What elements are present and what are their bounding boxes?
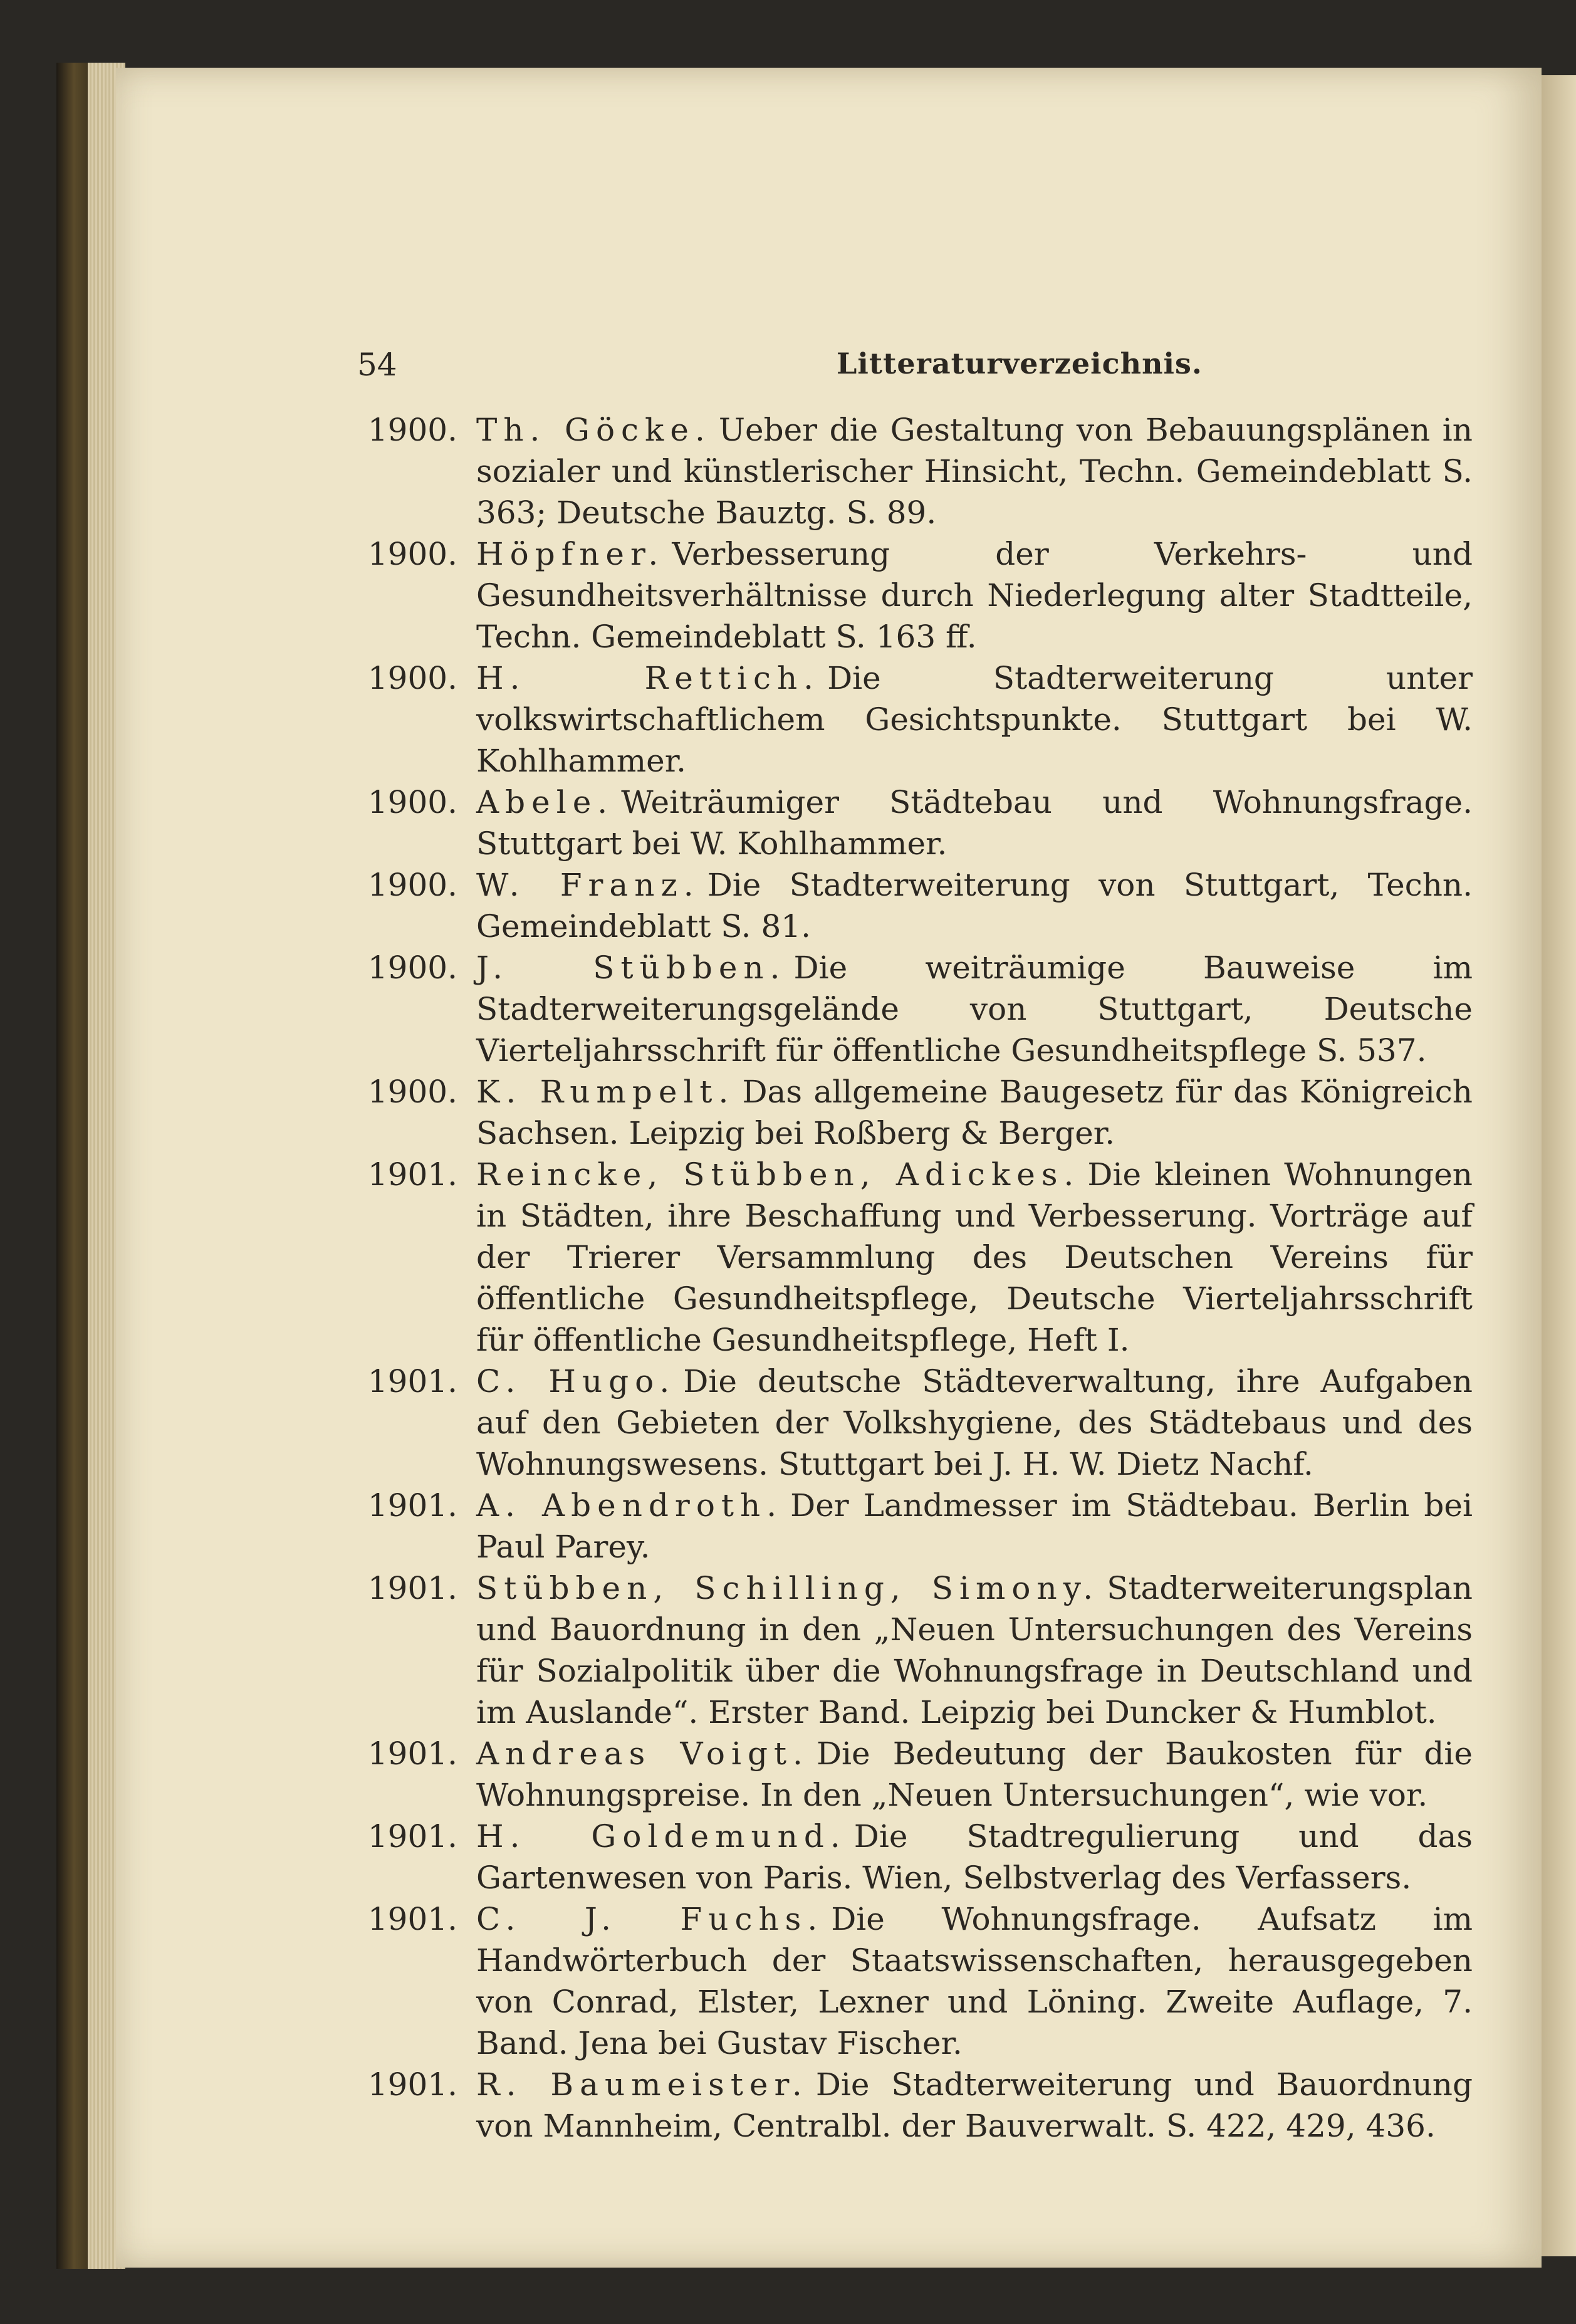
entry-text: Weiträumiger Städtebau und Wohnungsfrage. Stuttgart bei W. Kohlhammer. <box>476 784 1473 862</box>
bibliography-entry <box>357 1816 1473 1898</box>
bibliography-entry <box>357 409 1473 533</box>
bibliography-list <box>357 409 1473 2147</box>
entry-text: Die Stadtregulierung und das Gartenwesen von Paris. Wien, Selbstverlag des Verfassers. <box>476 1818 1473 1896</box>
entry-reference <box>476 657 1473 782</box>
entry-year: 1900. <box>367 412 457 448</box>
entry-author: Abele. <box>476 784 614 820</box>
bibliography-entry <box>357 1154 1473 1361</box>
entry-reference <box>476 1816 1473 1898</box>
entry-author: R. Baumeister. <box>476 2066 808 2103</box>
entry-reference <box>476 1898 1473 2064</box>
entry-text: Der Landmesser im Städtebau. Berlin bei Paul Parey. <box>476 1487 1473 1565</box>
entry-author: C. J. Fuchs. <box>476 1901 824 1937</box>
entry-author: W. Franz. <box>476 867 700 903</box>
entry-author: A. Abendroth. <box>476 1487 783 1524</box>
entry-author: Stübben, Schilling, Simony. <box>476 1570 1100 1606</box>
entry-text: Stadterweiterungsplan und Bauordnung in den „Neuen Untersuchungen des Vereins für Sozialpolitik über die Wohnungsfrage in Deutschland und im Auslande“. Erster Band. Leipzig bei Duncker & Humblot. <box>476 1570 1473 1730</box>
entry-year: 1901. <box>367 1363 457 1400</box>
bibliography-entry <box>357 1485 1473 1568</box>
entry-text: Die Bedeutung der Baukosten für die Wohnungspreise. In den „Neuen Untersuchungen“, wie vor. <box>476 1735 1473 1813</box>
entry-year: 1900. <box>367 660 457 696</box>
entry-text: Die weiträumige Bauweise im Stadterweiterungsgelände von Stuttgart, Deutsche Vierteljahrsschrift für öffentliche Gesundheitspflege S. 537. <box>476 950 1473 1069</box>
entry-reference <box>476 1733 1473 1816</box>
entry-reference <box>476 1361 1473 1485</box>
entry-year: 1901. <box>367 1487 457 1524</box>
entry-author: C. Hugo. <box>476 1363 676 1400</box>
entry-reference <box>476 1154 1473 1361</box>
entry-text: Die deutsche Städteverwaltung, ihre Aufgaben auf den Gebieten der Volkshygiene, des Städtebaus und des Wohnungswesens. Stuttgart bei J. H. W. Dietz Nachf. <box>476 1363 1473 1482</box>
entry-year: 1900. <box>367 950 457 986</box>
entry-author: Th. Göcke. <box>476 412 711 448</box>
entry-author: J. Stübben. <box>476 950 786 986</box>
page-header <box>116 347 1542 390</box>
entry-year: 1900. <box>367 1074 457 1110</box>
entry-text: Die Stadterweiterung unter volkswirtschaftlichem Gesichtspunkte. Stuttgart bei W. Kohlhammer. <box>476 660 1473 779</box>
entry-reference <box>476 1485 1473 1568</box>
entry-author: Höpfner. <box>476 536 665 572</box>
entry-author: H. Rettich. <box>476 660 820 696</box>
entry-year: 1900. <box>367 784 457 820</box>
bibliography-entry <box>357 1071 1473 1154</box>
page-number: 54 <box>357 347 397 383</box>
page <box>116 68 1542 2268</box>
entry-reference <box>476 409 1473 533</box>
entry-year: 1900. <box>367 867 457 903</box>
bibliography-entry <box>357 947 1473 1071</box>
entry-reference <box>476 864 1473 947</box>
entry-year: 1901. <box>367 1570 457 1606</box>
entry-year: 1900. <box>367 536 457 572</box>
entry-year: 1901. <box>367 1901 457 1937</box>
entry-reference <box>476 2064 1473 2147</box>
running-title: Litteraturverzeichnis. <box>837 347 1203 380</box>
entry-text: Die kleinen Wohnungen in Städten, ihre Beschaffung und Verbesserung. Vorträge auf der Trierer Versammlung des Deutschen Vereins für öffentliche Gesundheitspflege, Deutsche Vierteljahrsschrift für öffentliche Gesundheitspflege, Heft I. <box>476 1156 1473 1358</box>
entry-reference <box>476 1568 1473 1733</box>
entry-reference <box>476 533 1473 657</box>
entry-author: K. Rumpelt. <box>476 1074 735 1110</box>
entry-author: Reincke, Stübben, Adickes. <box>476 1156 1080 1193</box>
entry-author: Andreas Voigt. <box>476 1735 809 1772</box>
entry-text: Verbesserung der Verkehrs- und Gesundheitsverhältnisse durch Niederlegung alter Stadtteile, Techn. Gemeindeblatt S. 163 ff. <box>476 536 1473 655</box>
bibliography-entry <box>357 1733 1473 1816</box>
entry-author: H. Goldemund. <box>476 1818 847 1855</box>
bibliography-entry <box>357 533 1473 657</box>
entry-text: Die Stadterweiterung von Stuttgart, Techn. Gemeindeblatt S. 81. <box>476 867 1473 945</box>
entry-year: 1901. <box>367 1818 457 1855</box>
bibliography-entry <box>357 1898 1473 2064</box>
bibliography-entry <box>357 864 1473 947</box>
entry-year: 1901. <box>367 1156 457 1193</box>
entry-reference <box>476 782 1473 864</box>
entry-text: Die Stadterweiterung und Bauordnung von Mannheim, Centralbl. der Bauverwalt. S. 422, 429, 436. <box>476 2066 1473 2144</box>
bibliography-entry <box>357 1361 1473 1485</box>
entry-text: Das allgemeine Baugesetz für das Königreich Sachsen. Leipzig bei Roßberg & Berger. <box>476 1074 1473 1151</box>
bibliography-entry <box>357 1568 1473 1733</box>
bibliography-entry <box>357 657 1473 782</box>
entry-reference <box>476 947 1473 1071</box>
entry-year: 1901. <box>367 1735 457 1772</box>
entry-reference <box>476 1071 1473 1154</box>
entry-text: Ueber die Gestaltung von Bebauungsplänen in sozialer und künstlerischer Hinsicht, Techn. Gemeindeblatt S. 363; Deutsche Bauztg. S. 89. <box>476 412 1473 531</box>
entry-year: 1901. <box>367 2066 457 2103</box>
bibliography-entry <box>357 2064 1473 2147</box>
entry-text: Die Wohnungsfrage. Aufsatz im Handwörterbuch der Staatswissenschaften, herausgegeben von Conrad, Elster, Lexner und Löning. Zweite Auflage, 7. Band. Jena bei Gustav Fischer. <box>476 1901 1473 2061</box>
bibliography-entry <box>357 782 1473 864</box>
